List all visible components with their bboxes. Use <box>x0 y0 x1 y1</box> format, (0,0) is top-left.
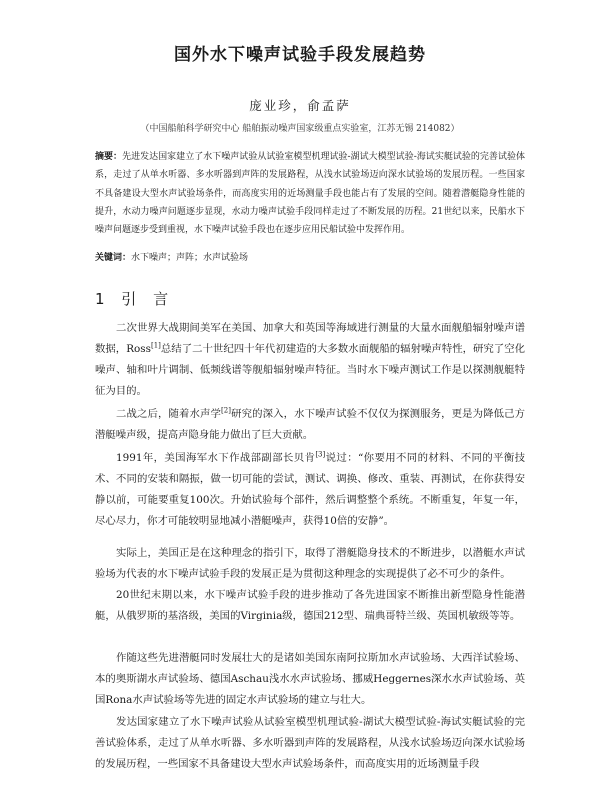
keywords-text: 水下噪声；声阵；水声试验场 <box>131 253 249 263</box>
paper-affiliation: （中国船舶科学研究中心 船舶振动噪声国家级重点实验室，江苏无锡 214082） <box>140 124 460 134</box>
abstract <box>95 148 525 239</box>
paper-title: 国外水下噪声试验手段发展趋势 <box>174 45 426 65</box>
keywords-label: 关键词： <box>95 253 132 263</box>
section-heading-introduction: 1 引 言 <box>95 290 175 308</box>
paragraph-3-text-a: 1991年，美国海军水下作战部副部长贝肯 <box>116 452 316 464</box>
paragraph-6: 作随这些先进潜艇同时发展壮大的是诸如美国东南阿拉斯加水声试验场、大西洋试验场、本的奥斯湖水声试验场、德国Aschau浅水水声试验场、挪威Heggernes深水水声试验场、英国Rona水声试验场等先进的固定水声试验场的建立与壮大。 <box>95 652 525 706</box>
paper-authors: 庞业珍，俞孟萨 <box>249 98 351 113</box>
paragraph-7: 发达国家建立了水下噪声试验从试验室模型机理试验-湖试大模型试验-海试实艇试验的完善试验体系，走过了从单水听器、多水听器到声阵的发展路程，从浅水试验场迈向深水试验场的发展历程，一些国家不具备建设大型水声试验场条件，而高度实用的近场测量手段 <box>95 716 525 770</box>
paragraph-4: 实际上，美国正是在这种理念的指引下，取得了潜艇隐身技术的不断进步，以潜艇水声试验场为代表的水下噪声试验手段的发展正是为贯彻这种理念的实现提供了必不可少的条件。 <box>95 547 525 580</box>
paragraph-2-text-a: 二战之后，随着水声学 <box>116 408 222 420</box>
paragraph-2 <box>95 404 525 446</box>
paragraph-5: 20世纪末期以来，水下噪声试验手段的进步推动了各先进国家不断推出新型隐身性能潜艇，从俄罗斯的基洛级，美国的Virginia级，德国212型、瑞典哥特兰级、英国机敏级等等。 <box>95 589 525 622</box>
paragraph-2-text-b: 研究的深入，水下噪声试验不仅仅为探测服务，更是为降低己方潜艇噪声级，提高声隐身能力做出了巨大贡献。 <box>95 408 526 441</box>
paragraph-1-text-a: 二次世界大战期间美军在美国、加拿大和英国等海域进行测量的大量水面舰船辐射噪声谱数据，Ross <box>95 322 525 355</box>
citation-2: [2] <box>221 406 231 415</box>
keywords <box>95 250 525 263</box>
paragraph-1 <box>95 318 525 402</box>
abstract-text: 先进发达国家建立了水下噪声试验从试验室模型机理试验-湖试大模型试验-海试实艇试验的完善试验体系，走过了从单水听器、多水听器到声阵的发展路程，从浅水试验场迈向深水试验场的发展历程。一些国家不具备建设大型水声试验场条件，而高度实用的近场测量手段也能占有了发展的空间。随着潜艇隐身性能的提升，水动力噪声问题逐步显现，水动力噪声试验手段同样走过了不断发展的历程。21世纪以来，民船水下噪声问题逐步受到重视，水下噪声试验手段也在逐步应用民船试验中发挥作用。 <box>95 152 525 236</box>
paragraph-3-text-b: 说过：“你要用不同的材料、不同的平衡技术、不同的安装和隔振，做一切可能的尝试，测试、调换、修改、重装、再测试，在你获得安静以前，可能要重复100次。升始试验每个部件，然后调整整个系统。不断重复，年复一年，尽心尽力，你才可能较明显地减小潜艇噪声，获得10倍的安静”。 <box>95 452 525 527</box>
paragraph-1-text-b: 总结了二十世纪四十年代初建造的大多数水面舰船的辐射噪声特性，研究了空化噪声、轴和叶片调制、低频线谱等舰船辐射噪声特征。当时水下噪声测试工作是以探测舰艇特征为目的。 <box>95 343 526 397</box>
citation-1: [1] <box>150 341 161 350</box>
abstract-label: 摘要： <box>95 152 123 162</box>
paragraph-3 <box>95 448 525 532</box>
citation-3: [3] <box>315 450 326 459</box>
